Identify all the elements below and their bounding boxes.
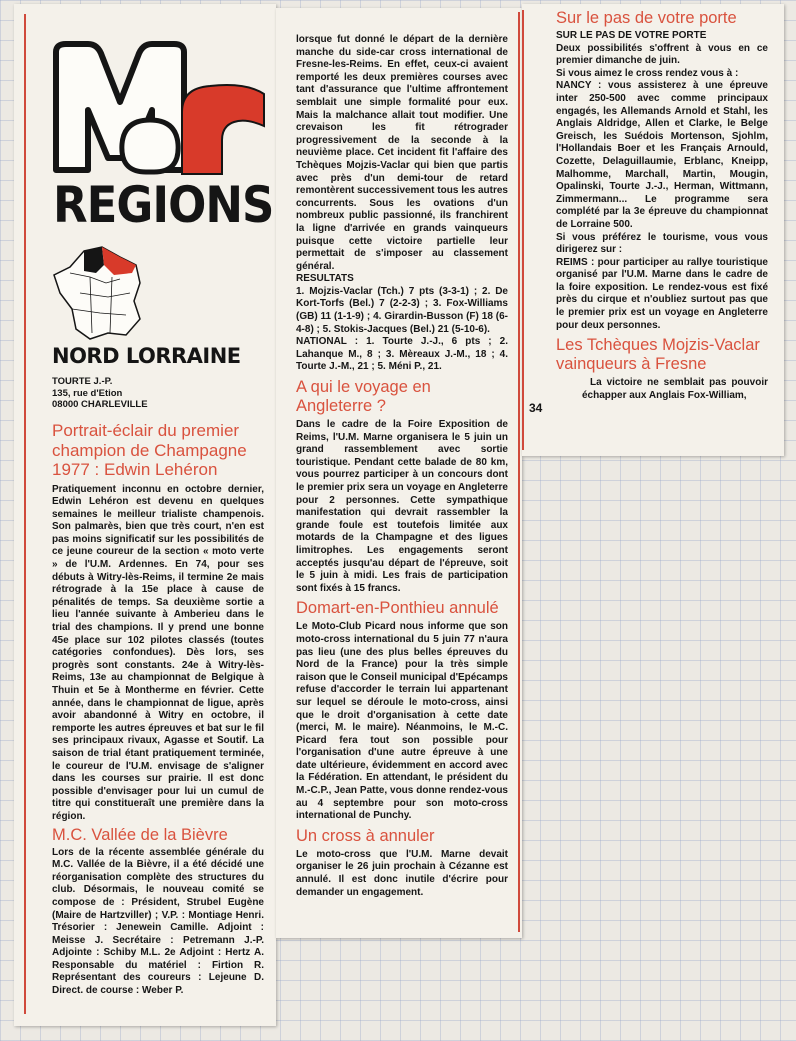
article-body: NANCY : vous assisterez à une épreuve inter 250-500 avec comme principaux engagés, les Allemands Arnold et Stahl, les Anglais Aldridge, Allen et Clarke, le Belge Greisch, les Suédois Mortenson, Sjohlm, l'Hollandais Boer et les Français Arnould, Cozette, Delaguillaumie, Erblanc, Kneipp, Malhomme, Marchall, Martin, Mougin, Opalinski, Tourte J.-J., Herman, Wittmann, Zimmermann... Le programme sera complété par la 3e épreuve du championnat de Lorraine 500. bbox=[556, 80, 768, 230]
address-line: 135, rue d'Etion bbox=[52, 387, 123, 399]
region-title: NORD LORRAINE bbox=[52, 344, 241, 368]
national-results: NATIONAL : 1. Tourte J.-J., 6 pts ; 2. Lahanque M., 8 ; 3. Mèreaux J.-M., 18 ; 4. Tourte J.-M., 21 ; 5. Méni P., 21. bbox=[296, 336, 508, 373]
article-body: Le Moto-Club Picard nous informe que son moto-cross international du 5 juin 77 n'aura pas lieu (une des plus belles épreuves du Nord de la France) pour la très simple raison que le Conseil municipal d'Epécamps refuse d'accorder le terrain lui appartenant sur lequel se déroule le moto-cross, ainsi que le droit d'organisation à cette date (merci, M. le maire). Néanmoins, le M.-C. Picard fera tout son possible pour l'organisation d'une autre épreuve à une date ultérieure, évidemment en accord avec la Fédération. En attendant, le président du M.-C.P., Jean Patte, vous donne rendez-vous au 4 septembre pour son moto-cross international de Punchy. bbox=[296, 621, 508, 822]
article-title: Portrait-éclair du premier champion de Champagne 1977 : Edwin Lehéron bbox=[52, 421, 247, 479]
red-margin-rule bbox=[518, 12, 520, 932]
article-title: A qui le voyage en Angleterre ? bbox=[296, 378, 431, 416]
left-column bbox=[52, 421, 264, 998]
regions-title: REGIONS bbox=[53, 175, 274, 235]
article-body: Pratiquement inconnu en octobre dernier, Edwin Lehéron est devenu en quelques semaines le meilleur trialiste champenois. Son palmarès, bien que très court, n'en est pas moins significatif sur les possibilités de ce jeune coureur de la section « moto verte » de l'U.M. Ardennes. En 74, pour ses débuts à Witry-lès-Reims, il termine 2e mais rétrograde à la 15e place à cause de pénalités de temps. Sa deuxième sortie a lieu l'année suivante à Amberieu dans le trial des champions. Il y prend une bonne 45e place sur 102 pilotes classés (toutes catégories confondues). Dès lors, ses progrès sont constants. 24e à Witry-lès-Reims, 13e au championnat de Belgique à Thuin et 5e à Montherme en février. Cette année, dans le championnat de ligue, après avoir abandonné à Witry en octobre, il remporte les autres épreuves et bat sur le fil ses principaux rivaux, Agasse et Soutif. La saison de trial étant pratiquement terminée, le coureur de l'U.M. envisage de s'aligner dans les courses sur prairie. Il est donc possible d'envisager pour lui un cumul de titre qui constitueraît une première dans la région. bbox=[52, 483, 264, 822]
red-margin-rule bbox=[24, 14, 26, 1014]
article-body: REIMS : pour participer au rallye touristique organisé par l'U.M. Marne dans le cadre de la foire exposition. Le rendez-vous est fixé près du cirque et n'oubliez surtout pas que le premier prix est un voyage en Angleterre pour deux personnes. bbox=[556, 256, 768, 331]
article-title: Un cross à annuler bbox=[296, 826, 435, 845]
results-text: 1. Mojzis-Vaclar (Tch.) 7 pts (3-3-1) ; 2. De Kort-Torfs (Bel.) 7 (2-2-3) ; 3. Fox-Williams (GB) 11 (1-1-9) ; 4. Girardin-Busson (F) 18 (6-4-8) ; 5. Stokis-Jacques (Bel.) 21 (5-10-6). bbox=[296, 285, 508, 335]
red-margin-rule bbox=[522, 10, 524, 450]
article-title: Les Tchèques Mojzis-Vaclar vainqueurs à Fresne bbox=[556, 336, 760, 374]
article-subtitle: SUR LE PAS DE VOTRE PORTE bbox=[556, 30, 707, 41]
article-title: Sur le pas de votre porte bbox=[556, 9, 737, 27]
article-title: M.C. Vallée de la Bièvre bbox=[52, 825, 228, 844]
page-number: 34 bbox=[529, 401, 543, 415]
mr-logo bbox=[50, 40, 270, 180]
results-label: RESULTATS bbox=[296, 273, 354, 285]
middle-column bbox=[296, 34, 508, 899]
article-body: Dans le cadre de la Foire Exposition de Reims, l'U.M. Marne organisera le 5 juin un grand rassemblement avec sortie touristique. Pendant cette balade de 80 km, vous pourrez participer à un concours dont le premier prix sera un voyage en Angleterre pour 2 personnes. Cette sympathique manifestation qui devrait rassembler la grande foule est toutefois limitée aux motards de la Champagne et des ligues limitrophes. Les engagements seront acceptés jusqu'au départ de l'épreuve, soit le 5 juin à midi. Les frais de participation sont fixés à 15 francs. bbox=[296, 419, 508, 594]
article-body: Lors de la récente assemblée générale du M.C. Vallée de la Bièvre, il a été décidé une réorganisation complète des structures du club. Désormais, le nouveau comité se compose de : Président, Strubel Eugène (Maire de Hartzviller) ; V.P. : Montiage Henri. Trésorier : Jenewein Camille. Adjoint : Meisse J. Secrétaire : Petremann J.-P. Adjointe : Schiby M.L. 2e Adjoint : Hertz A. Responsable du matériel : Firtion R. Représentant des coureurs : Lejeune D. Direct. de course : Weber P. bbox=[52, 846, 264, 997]
france-map bbox=[50, 243, 150, 343]
article-body: Le moto-cross que l'U.M. Marne devait organiser le 26 juin prochain à Cézanne est annulé. Il est donc inutile d'écrire pour demander un engagement. bbox=[296, 848, 508, 898]
article-body: lorsque fut donné le départ de la dernière manche du side-car cross international de Fresne-les-Reims. En effet, ceux-ci avaient remporté les deux premières courses avec tant d'assurance que l'ultime affrontement semblait une simple formalité pour eux. Mais la malchance allait tout modifier. Une crevaison les fit rétrograder progressivement de la seconde à la neuvième place. Cet incident fit l'affaire des Tchèques Mojzis-Vaclar qui bien que partis avec près d'un demi-tour de retard remontèrent successivement tous les autres concurrents. Sous les ovations d'un nombreux public passionné, ils franchirent la ligne d'arrivée en grands vainqueurs puisque cette victoire partielle leur permettait de s'imposer au classement général. bbox=[296, 34, 508, 272]
right-column bbox=[556, 9, 768, 402]
address-line: 08000 CHARLEVILLE bbox=[52, 399, 148, 410]
article-title: Domart-en-Ponthieu annulé bbox=[296, 599, 499, 618]
article-body: La victoire ne semblait pas pouvoir échapper aux Anglais Fox-William, bbox=[582, 377, 768, 401]
address-line: TOURTE J.-P. bbox=[52, 376, 113, 387]
article-body: Si vous préférez le tourisme, vous vous dirigerez sur : bbox=[556, 231, 768, 256]
contact-address bbox=[52, 376, 252, 411]
article-body: Si vous aimez le cross rendez vous à : bbox=[556, 67, 739, 79]
article-body: Deux possibilités s'offrent à vous en ce premier dimanche de juin. bbox=[556, 42, 768, 67]
